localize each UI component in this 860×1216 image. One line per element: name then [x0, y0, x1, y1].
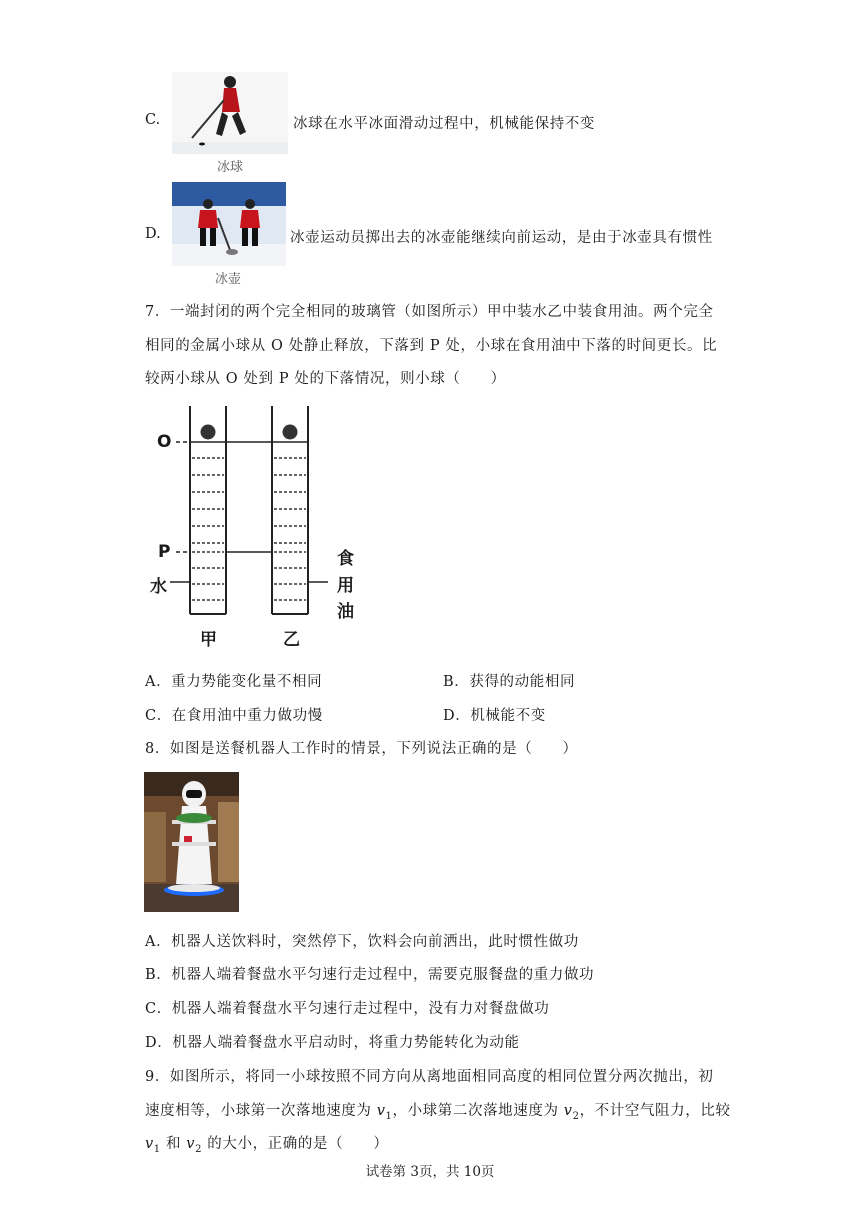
v2-symbol: v [563, 1103, 573, 1119]
option-c-text: 冰球在水平冰面滑动过程中，机械能保持不变 [293, 116, 595, 132]
option-c-letter: C. [145, 112, 161, 128]
page-footer: 试卷第 3页，共 10页 [365, 1164, 495, 1180]
robot-photo [144, 772, 239, 912]
ice-hockey-caption: 冰球 [216, 160, 243, 175]
q7-option-d: D．机械能不变 [443, 708, 546, 724]
q9-line-3-part-c: 的大小，正确的是（ ） [202, 1136, 389, 1152]
ice-hockey-photo [172, 72, 288, 154]
curling-photo [172, 182, 286, 266]
q9-line-3 [145, 1132, 388, 1155]
v2-subscript: 2 [572, 1110, 580, 1122]
q9-line-3-part-b: 和 [160, 1136, 187, 1152]
label-o: O [157, 432, 172, 452]
q7-line-2: 相同的金属小球从 O 处静止释放，下落到 P 处，小球在食用油中下落的时间更长。比 [145, 338, 718, 354]
q9-line-2-part-b: ，小球第二次落地速度为 [392, 1103, 564, 1119]
q9-line-1: 9．如图所示，将同一小球按照不同方向从离地面相同高度的相同位置分两次抛出，初 [145, 1069, 714, 1085]
label-oil-2: 用 [337, 576, 354, 596]
q9-line-2-part-c: ，不计空气阻力，比较 [579, 1103, 731, 1119]
v1-subscript-2: 1 [153, 1143, 161, 1155]
q7-option-c: C．在食用油中重力做功慢 [145, 708, 323, 724]
q8-option-c: C．机器人端着餐盘水平匀速行走过程中，没有力对餐盘做功 [145, 1001, 550, 1017]
q8-option-a: A．机器人送饮料时，突然停下，饮料会向前洒出，此时惯性做功 [145, 934, 579, 950]
v2-symbol-2: v [186, 1136, 196, 1152]
q7-option-b: B．获得的动能相同 [443, 674, 576, 690]
label-water: 水 [150, 577, 167, 597]
label-oil-1: 食 [337, 549, 354, 569]
q7-option-a: A．重力势能变化量不相同 [145, 674, 323, 690]
q9-line-2-part-a: 速度相等，小球第一次落地速度为 [145, 1103, 377, 1119]
v1-symbol-2: v [145, 1136, 154, 1152]
q8-stem: 8．如图是送餐机器人工作时的情景，下列说法正确的是（ ） [145, 741, 578, 757]
v2-subscript-2: 2 [195, 1143, 203, 1155]
q8-option-d: D．机器人端着餐盘水平启动时，将重力势能转化为动能 [145, 1035, 520, 1051]
v1-subscript: 1 [385, 1110, 393, 1122]
label-tube-a: 甲 [200, 630, 217, 650]
option-d-text: 冰壶运动员掷出去的冰壶能继续向前运动，是由于冰壶具有惯性 [290, 230, 713, 246]
v1-symbol: v [376, 1103, 386, 1119]
q7-line-1: 7．一端封闭的两个完全相同的玻璃管（如图所示）甲中装水乙中装食用油。两个完全 [145, 304, 714, 320]
label-tube-b: 乙 [283, 630, 300, 650]
label-oil-3: 油 [337, 602, 354, 622]
label-p: P [158, 542, 171, 562]
q8-option-b: B．机器人端着餐盘水平匀速行走过程中，需要克服餐盘的重力做功 [145, 967, 595, 983]
q7-line-3: 较两小球从 O 处到 P 处的下落情况，则小球（ ） [145, 371, 506, 387]
curling-caption: 冰壶 [214, 272, 241, 287]
q9-line-2 [145, 1099, 731, 1122]
option-d-letter: D. [145, 226, 161, 242]
